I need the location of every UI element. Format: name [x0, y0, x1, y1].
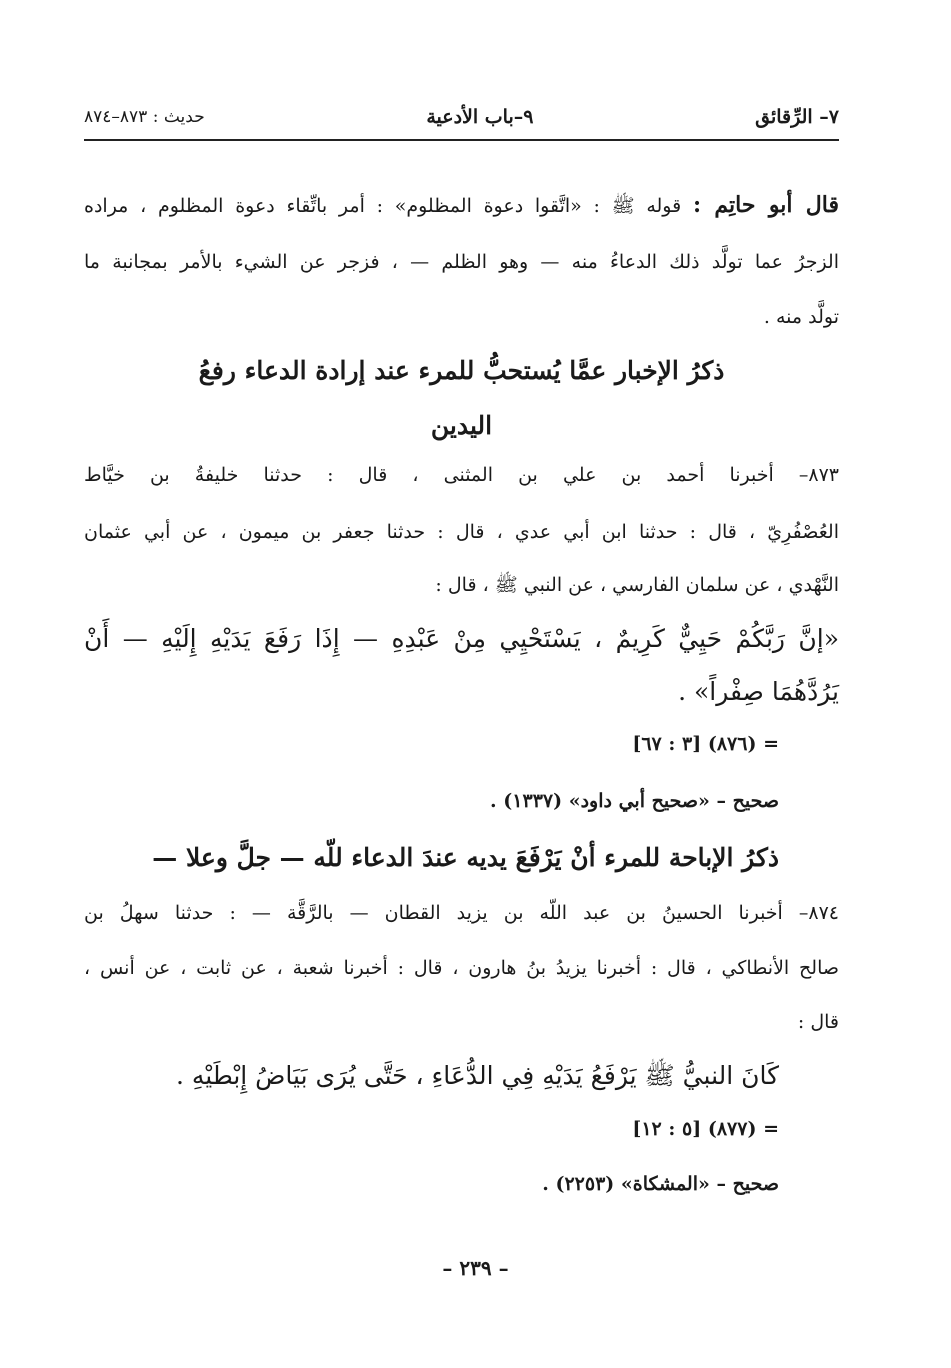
- header-hadith-range: حديث : ٨٧٣–٨٧٤: [84, 107, 205, 127]
- hadith-873-line2: العُصْفُرِيّ ، قال : حدثنا ابن أبي عدي ، قال : حدثنا جعفر بن ميمون ، عن أبي عثمان: [84, 521, 839, 543]
- hadith-874-reference: = (٨٧٧) [٥ : ١٢]: [632, 1118, 779, 1140]
- chapter-title-1-line2: اليدين: [430, 411, 493, 440]
- hadith-873-matn-line1: «إنَّ رَبَّكُمْ حَيِيٌّ كَرِيمٌ ، يَسْتَحْيِي مِنْ عَبْدِهِ — إِذَا رَفَعَ يَدَيْهِ إِلَيْهِ — أَنْ: [84, 624, 839, 653]
- hadith-873-grading: صحيح – «صحيح أبي داود» (١٣٣٧) .: [490, 790, 779, 812]
- hadith-874-line3: قال :: [797, 1011, 839, 1033]
- header-section: ٩–باب الأدعية: [426, 106, 534, 128]
- hadith-873-line3: النَّهْدي ، عن سلمان الفارسي ، عن النبي ﷺ ، قال :: [435, 574, 839, 596]
- para1-line1: [84, 194, 839, 216]
- hadith-873-line1: ٨٧٣– أخبرنا أحمد بن علي بن المثنى ، قال : حدثنا خليفةُ بن خيَّاط: [84, 464, 839, 486]
- para1-line3: تولَّد منه .: [763, 306, 839, 328]
- chapter-title-1-line1: ذكرُ الإخبار عمَّا يُستحبُّ للمرء عند إرادة الدعاء رفعُ: [198, 356, 725, 385]
- running-header: [84, 98, 839, 136]
- page-number: – ٢٣٩ –: [442, 1256, 509, 1280]
- hadith-874-line2: صالح الأنطاكي ، قال : أخبرنا يزيدُ بنُ هارون ، قال : أخبرنا شعبة ، عن ثابت ، عن أنس ،: [84, 957, 839, 979]
- para1-line2: الزجرُ عما تولَّد ذلك الدعاءُ منه — وهو الظلم — ، فزجر عن الشيء بالأمر بمجانبة ما: [84, 251, 839, 273]
- para1-line1-text: قوله ﷺ : «اتَّقوا دعوة المظلوم» : أمر باتِّقاء دعوة المظلوم ، مراده: [84, 195, 682, 217]
- hadith-874-matn: كَانَ النبيُّ ﷺ يَرْفَعُ يَدَيْهِ فِي الدُّعَاءِ ، حَتَّى يُرَى بَيَاضُ إِبْطَيْهِ .: [175, 1061, 779, 1090]
- hadith-873-matn-line2: يَرُدَّهُمَا صِفْراً» .: [678, 677, 839, 706]
- hadith-874-grading: صحيح – «المشكاة» (٢٢٥٣) .: [542, 1173, 779, 1195]
- hadith-874-line1: ٨٧٤– أخبرنا الحسينُ بن عبد اللّه بن يزيد القطان — بالرَّقَّة — : حدثنا سهلُ بن: [84, 902, 839, 924]
- chapter-title-2: ذكرُ الإباحة للمرء أنْ يَرْفَعَ يديه عندَ الدعاء للّه — جلَّ وعلا —: [152, 843, 779, 872]
- hadith-873-reference: = (٨٧٦) [٣ : ٦٧]: [632, 733, 779, 755]
- header-chapter: ٧– الرِّقائق: [755, 106, 839, 128]
- header-rule: [84, 139, 839, 141]
- para1-lead: قال أبو حاتِم :: [692, 192, 839, 218]
